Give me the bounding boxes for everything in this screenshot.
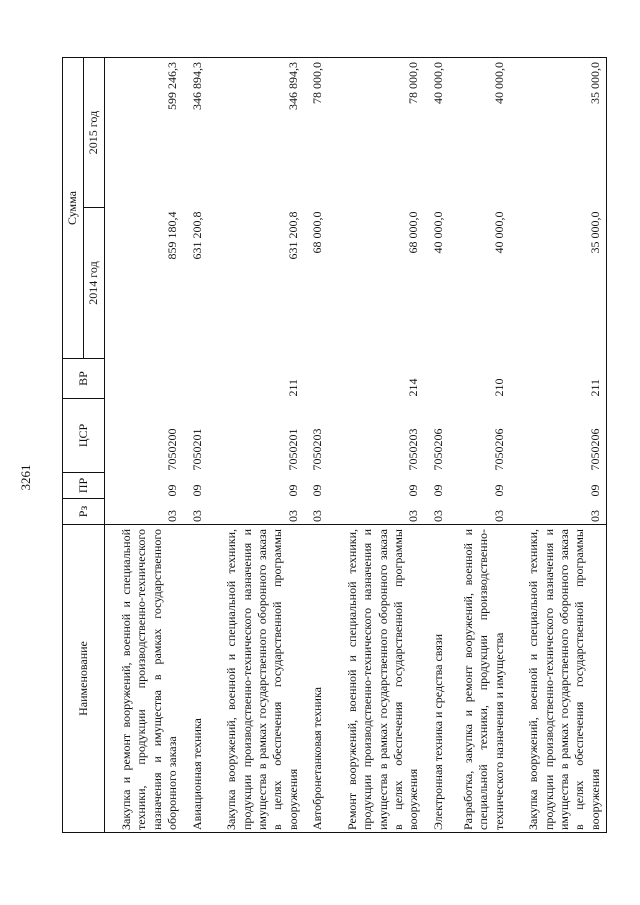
page-number: 3261 — [18, 464, 33, 491]
row-sum-2014: 68 000,0 — [406, 211, 421, 254]
row-sum-2015: 40 000,0 — [425, 57, 450, 207]
table-row — [183, 57, 208, 832]
row-rz: 03 — [406, 510, 421, 522]
row-sum-2015: 346 894,3 — [183, 57, 208, 207]
row-name: Закупка и ремонт вооружений, военной и специальной техники, продукции производственно-технического назначения и имущества в рамках государственного оборонного заказа — [105, 525, 184, 833]
row-pr: 09 — [431, 484, 446, 497]
row-vr: 211 — [510, 359, 607, 399]
header-2015: 2015 год — [84, 57, 105, 207]
row-sum-2015: 346 894,3 — [208, 57, 304, 207]
row-rz: 03 — [431, 510, 446, 522]
row-rz: 03 — [510, 499, 607, 525]
row-csr: 7050201 — [189, 428, 204, 471]
header-pr: ПР — [63, 473, 105, 499]
table-row — [510, 57, 607, 832]
table-row — [449, 57, 509, 832]
row-vr — [425, 359, 450, 399]
row-sum-2014: 631 200,8 — [285, 211, 300, 260]
row-csr: 7050203 — [406, 428, 421, 471]
row-sum-2015: 35 000,0 — [510, 57, 607, 207]
row-csr: 7050200 — [164, 428, 179, 471]
row-sum-2015: 599 246,3 — [105, 57, 184, 207]
table-row — [105, 57, 184, 832]
row-sum-2014: 859 180,4 — [164, 211, 179, 260]
row-rz: 03 — [164, 510, 179, 522]
row-rz: 03 — [310, 510, 325, 522]
row-vr: 210 — [491, 378, 506, 397]
row-csr: 7050201 — [285, 428, 300, 471]
row-pr: 09 — [310, 484, 325, 497]
row-vr — [183, 359, 208, 399]
table-row — [304, 57, 329, 832]
row-name: Автобронетанковая техника — [304, 525, 329, 833]
header-sum: Сумма — [63, 57, 84, 358]
table-row — [425, 57, 450, 832]
header-name: Наименование — [63, 525, 105, 833]
row-vr — [105, 359, 184, 399]
row-name: Авиационная техника — [183, 525, 208, 833]
row-sum-2014: 40 000,0 — [491, 211, 506, 254]
row-sum-2014: 631 200,8 — [189, 211, 204, 260]
row-pr: 09 — [189, 484, 204, 497]
row-pr: 09 — [285, 484, 300, 497]
table-row — [329, 57, 425, 832]
row-sum-2015: 40 000,0 — [449, 57, 509, 207]
row-sum-2015: 78 000,0 — [304, 57, 329, 207]
row-rz: 03 — [491, 510, 506, 522]
row-pr: 09 — [406, 484, 421, 497]
row-csr: 7050206 — [431, 428, 446, 471]
row-name: Закупка вооружений, военной и специальной техники, продукции производственно-технического назначения и имущества в рамках государственного оборонного заказа в целях обеспечения государственной программы вооружения — [510, 525, 607, 833]
header-vr: ВР — [63, 359, 105, 399]
header-rz: Рз — [63, 499, 105, 525]
row-rz: 03 — [285, 510, 300, 522]
row-sum-2014: 68 000,0 — [310, 211, 325, 254]
row-name: Закупка вооружений, военной и специальной техники, продукции производственно-технического назначения и имущества в рамках государственного оборонного заказа в целях обеспечения государственной программы вооружения — [208, 525, 304, 833]
row-pr: 09 — [510, 473, 607, 499]
budget-table — [62, 57, 607, 833]
rotated-page-content — [0, 50, 640, 905]
row-pr: 09 — [491, 484, 506, 497]
row-csr: 7050203 — [310, 428, 325, 471]
row-pr: 09 — [164, 484, 179, 497]
row-name: Электронная техника и средства связи — [425, 525, 450, 833]
row-csr: 7050206 — [510, 399, 607, 473]
row-vr: 214 — [406, 378, 421, 397]
row-csr: 7050206 — [491, 428, 506, 471]
row-vr: 211 — [285, 378, 300, 397]
row-sum-2015: 78 000,0 — [329, 57, 425, 207]
table-row — [208, 57, 304, 832]
row-vr — [304, 359, 329, 399]
row-name: Ремонт вооружений, военной и специальной техники, продукции производственно-технического назначения и имущества в рамках государственного оборонного заказа в целях обеспечения государственной программы вооружения — [329, 525, 425, 833]
header-csr: ЦСР — [63, 399, 105, 473]
row-sum-2014: 40 000,0 — [431, 211, 446, 254]
row-sum-2014: 35 000,0 — [510, 208, 607, 359]
row-rz: 03 — [189, 510, 204, 522]
header-2014: 2014 год — [84, 208, 105, 359]
row-name: Разработка, закупка и ремонт вооружений, военной и специальной техники, продукции производственно-технического назначения и имущества — [449, 525, 509, 833]
